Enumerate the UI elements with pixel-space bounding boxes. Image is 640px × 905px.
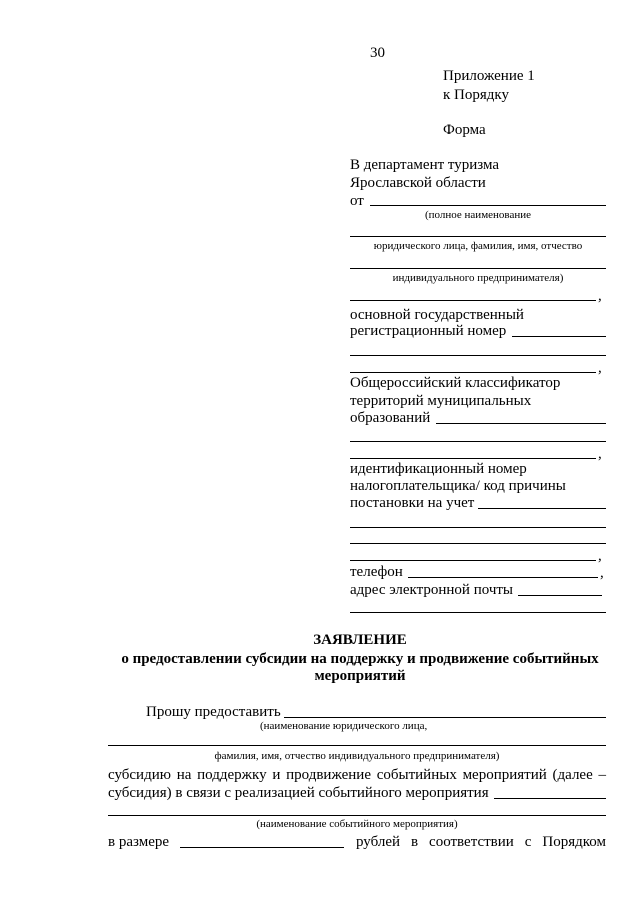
oktmo-label-2: территорий муниципальных [350, 393, 532, 409]
email-fill-line[interactable] [518, 595, 602, 596]
oktmo-label-3: образований [350, 410, 431, 426]
comma-4: , [598, 548, 602, 564]
hint-full-name-3: индивидуального предпринимателя) [392, 272, 564, 284]
oktmo-label-1: Общероссийский классификатор [350, 375, 561, 391]
recipient-line-2: Ярославской области [350, 175, 486, 191]
comma-3: , [598, 446, 602, 462]
email-fill-line-2[interactable] [350, 612, 606, 613]
oktmo-fill-line-3[interactable] [350, 458, 596, 459]
recipient-line-1: В департамент туризма [350, 157, 500, 173]
ogrn-fill-line-3[interactable] [350, 372, 596, 373]
event-fill-line-2[interactable] [108, 815, 606, 816]
document-title: ЗАЯВЛЕНИЕ [313, 632, 407, 648]
amount-fill-line[interactable] [180, 847, 344, 848]
name-fill-line-4[interactable] [350, 300, 596, 301]
hint-event-name: (наименование событийного мероприятия) [256, 818, 458, 830]
email-label: адрес электронной почты [350, 582, 514, 598]
comma-2: , [598, 360, 602, 376]
appendix-line-2: к Порядку [443, 87, 509, 103]
amount-label: в размере [108, 834, 170, 850]
page-number: 30 [370, 45, 385, 61]
name-fill-line-3[interactable] [350, 268, 606, 269]
comma-1: , [598, 288, 602, 304]
comma-5: , [600, 565, 604, 581]
hint-legal-name: (наименование юридического лица, [260, 720, 428, 732]
phone-fill-line[interactable] [408, 577, 598, 578]
inn-label-1: идентификационный номер [350, 461, 527, 477]
inn-label-3: постановки на учет [350, 495, 475, 511]
appendix-line-1: Приложение 1 [443, 68, 535, 84]
amount-rest: рублей в соответствии с Порядком [356, 834, 606, 850]
ip-name-fill-line[interactable] [108, 745, 606, 746]
subsidy-line-2: субсидия) в связи с реализацией событийного мероприятия [108, 785, 489, 801]
from-label: от [350, 193, 364, 209]
ogrn-label-1: основной государственный [350, 307, 524, 323]
from-fill-line[interactable] [370, 205, 606, 206]
legal-name-fill-line[interactable] [284, 717, 606, 718]
hint-full-name-2: юридического лица, фамилия, имя, отчество [373, 240, 583, 252]
inn-fill-line-3[interactable] [350, 543, 606, 544]
document-subtitle-1: о предоставлении субсидии на поддержку и продвижение событийных [121, 651, 599, 667]
ogrn-fill-line[interactable] [512, 336, 606, 337]
inn-fill-line-4[interactable] [350, 560, 596, 561]
hint-ip-name: фамилия, имя, отчество индивидуального предпринимателя) [214, 750, 500, 762]
phone-label: телефон [350, 564, 403, 580]
oktmo-fill-line-2[interactable] [350, 441, 606, 442]
document-subtitle-2: мероприятий [314, 668, 406, 684]
inn-fill-line-2[interactable] [350, 527, 606, 528]
ogrn-fill-line-2[interactable] [350, 355, 606, 356]
hint-full-name-1: (полное наименование [424, 209, 532, 221]
inn-fill-line[interactable] [478, 508, 606, 509]
event-fill-line[interactable] [494, 798, 606, 799]
ogrn-label-2: регистрационный номер [350, 323, 507, 339]
inn-label-2: налогоплательщика/ код причины [350, 478, 566, 494]
request-text: Прошу предоставить [146, 704, 281, 720]
subsidy-line-1: субсидию на поддержку и продвижение событийных мероприятий (далее – [108, 767, 606, 783]
oktmo-fill-line[interactable] [436, 423, 606, 424]
form-label: Форма [443, 122, 486, 138]
name-fill-line-2[interactable] [350, 236, 606, 237]
